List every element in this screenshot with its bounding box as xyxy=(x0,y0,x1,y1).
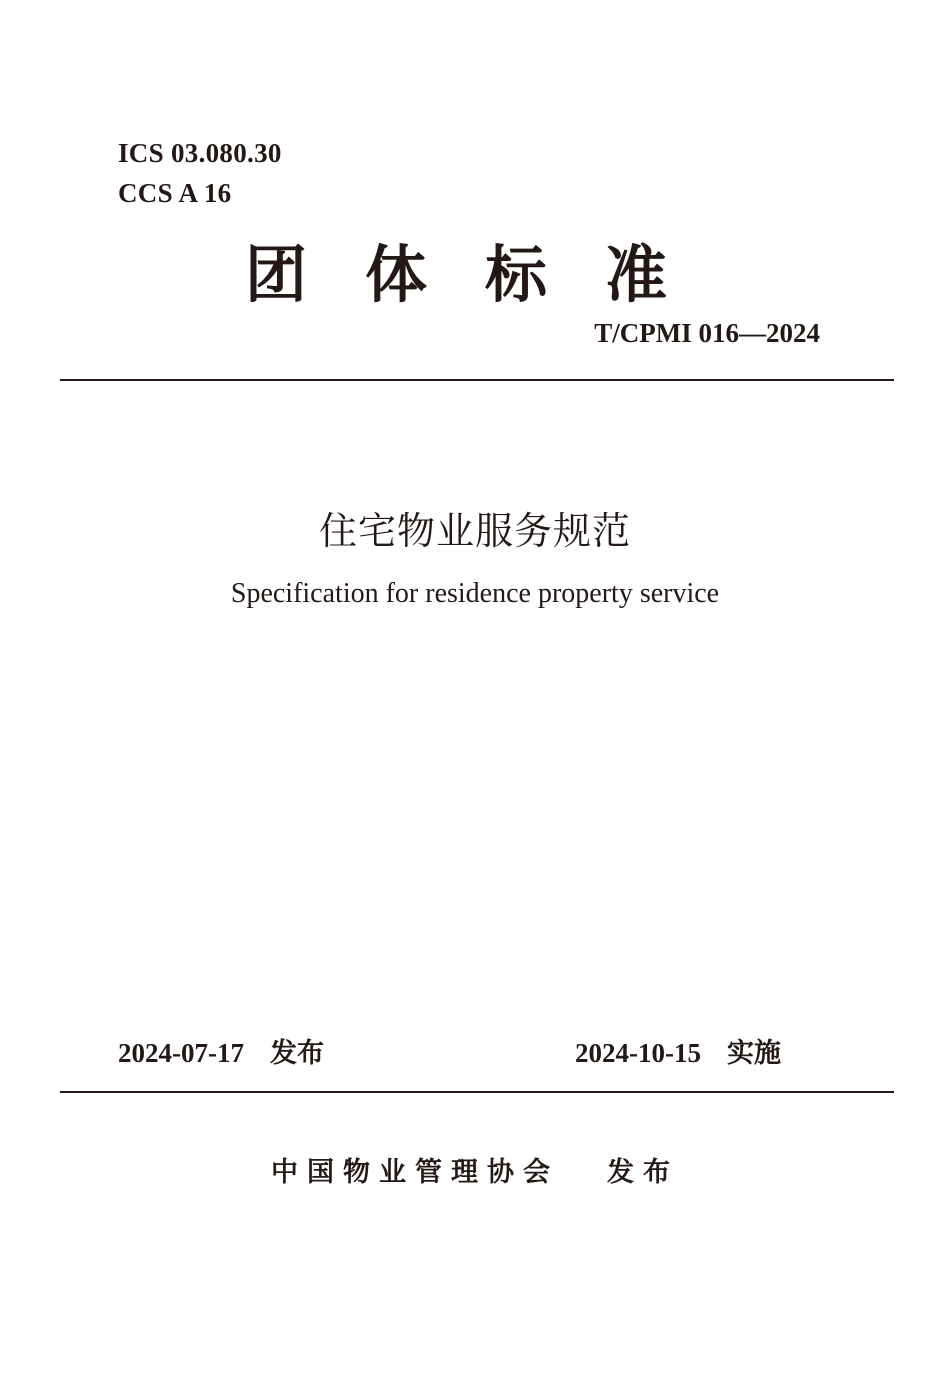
publish-date-line xyxy=(118,1031,324,1070)
title-chinese: 住宅物业服务规范 xyxy=(318,509,631,553)
implement-date: 2024-10-15 xyxy=(575,1038,701,1068)
publisher-label: 发布 xyxy=(607,1157,679,1188)
standard-number: T/CPMI 016—2024 xyxy=(594,318,820,348)
publisher-line xyxy=(0,1150,950,1189)
implement-label: 实施 xyxy=(726,1038,781,1069)
publish-label: 发布 xyxy=(269,1038,324,1069)
bottom-divider xyxy=(60,1091,894,1093)
publisher-name: 中国物业管理协会 xyxy=(271,1157,559,1188)
top-divider xyxy=(60,379,894,381)
publish-date: 2024-07-17 xyxy=(118,1038,244,1068)
standard-category: 团体标准 xyxy=(244,238,725,311)
implement-date-line xyxy=(575,1031,781,1070)
title-english: Specification for residence property service xyxy=(230,578,720,609)
ccs-code: CCS A 16 xyxy=(118,178,232,208)
ics-code: ICS 03.080.30 xyxy=(118,138,282,168)
